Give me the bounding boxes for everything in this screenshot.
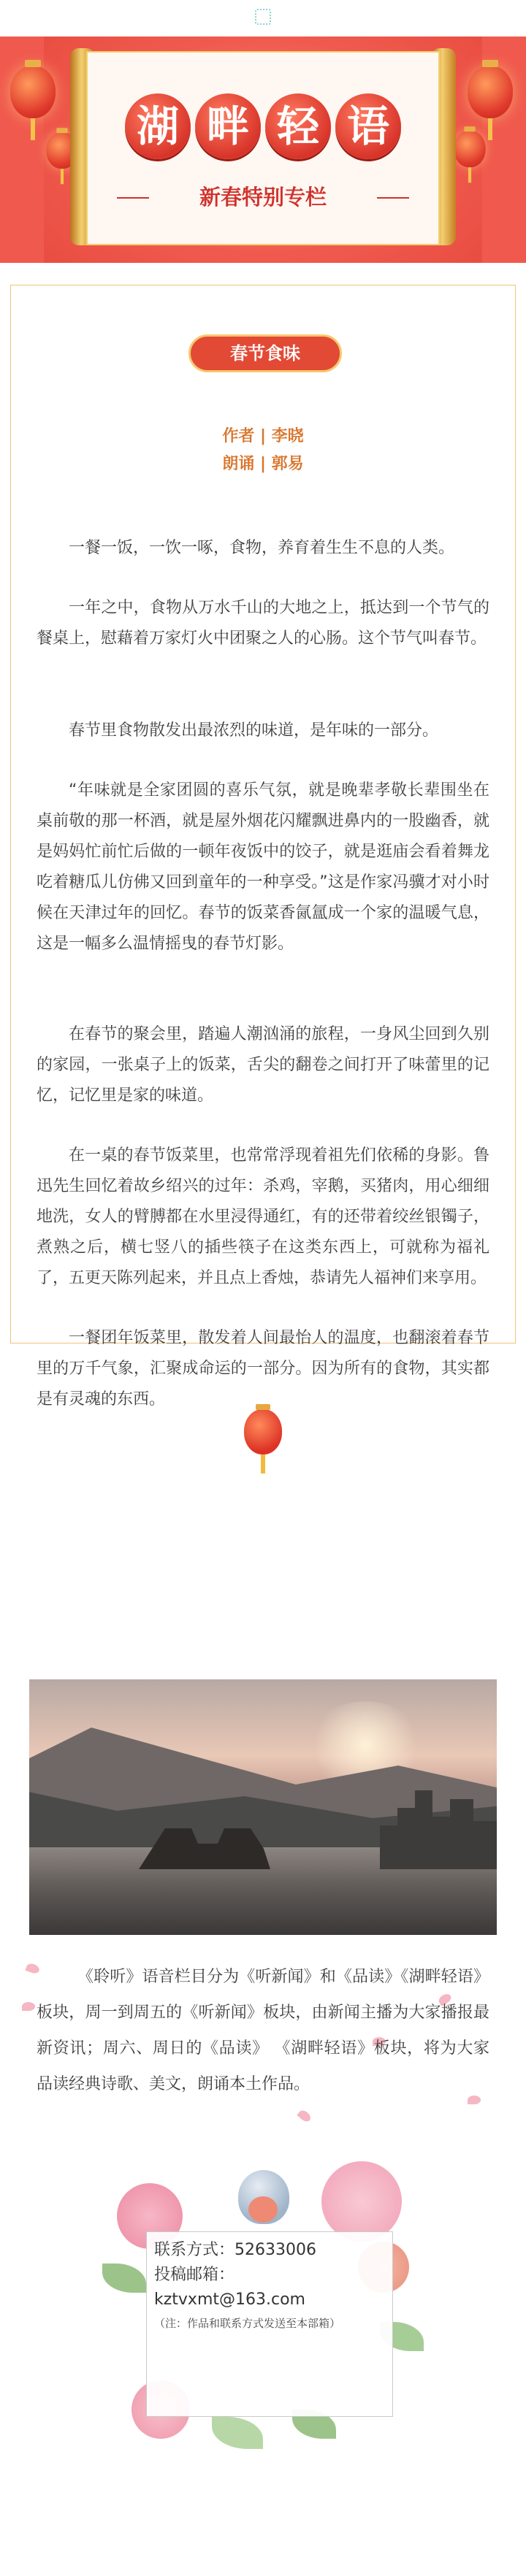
lantern-icon [468, 66, 513, 118]
section-badge: 春节食味 [188, 334, 342, 372]
divider [117, 197, 149, 199]
top-logo-icon [255, 9, 271, 25]
lake-photo [29, 1679, 497, 1935]
banner-subtitle: 新春特别专栏 [199, 185, 327, 210]
contact-email[interactable]: kztvxmt@163.com [154, 2291, 305, 2309]
leaf-icon [102, 2263, 146, 2293]
title-char: 畔 [195, 93, 261, 159]
petal-icon [22, 2002, 35, 2011]
contact-email-label: 投稿邮箱： [154, 2266, 235, 2284]
flower-icon [321, 2161, 402, 2242]
contact-phone: 联系方式：52633006 [154, 2241, 316, 2259]
author-credit: 作者 | 李晓 [222, 427, 304, 445]
article-paragraph: 一餐团年饭菜里，散发着人间最怡人的温度，也翻滚着春节里的万千气象，汇聚成命运的一部分。因为所有的食物，其实都是有灵魂的东西。 [37, 1329, 489, 1408]
petal-icon [297, 2109, 313, 2124]
lantern-icon [10, 66, 56, 118]
article-paragraph: 在春节的聚会里，踏遍人潮汹涌的旅程，一身风尘回到久别的家园，一张桌子上的饭菜，舌尖的翻卷之间打开了味蕾里的记忆，记忆里是家的味道。 [37, 1025, 489, 1105]
title-char: 语 [335, 93, 401, 159]
contact-card [146, 2231, 393, 2417]
divider [377, 197, 409, 199]
article-paragraph: 一年之中，食物从万水千山的大地之上，抵达到一个节气的餐桌上，慰藉着万家灯火中团聚之人的心肠。这个节气叫春节。 [37, 599, 489, 648]
contact-note: （注：作品和联系方式发送至本部箱） [154, 2317, 341, 2330]
reader-credit: 朗诵 | 郭易 [222, 455, 304, 473]
article-paragraph: 一餐一饭，一饮一啄，食物，养育着生生不息的人类。 [69, 539, 455, 557]
article-paragraph: 在一桌的春节饭菜里，也常常浮现着祖先们依稀的身影。鲁迅先生回忆着故乡绍兴的过年：杀鸡，宰鹅，买猪肉，用心细细地洗，女人的臂膊都在水里浸得通红，有的还带着绞丝银镯子，煮熟之后，横七竖八的插些筷子在这类东西上，可就称为福礼了，五更天陈列起来，并且点上香烛，恭请先人福神们来享用。 [37, 1146, 489, 1287]
article-paragraph: 春节里食物散发出最浓烈的味道，是年味的一部分。 [69, 721, 439, 740]
title-char: 轻 [265, 93, 331, 159]
article-paragraph: “年味就是全家团圆的喜乐气氛，就是晚辈孝敬长辈围坐在桌前敬的那一杯酒，就是屋外烟花闪耀飘进鼻内的一股幽香，就是妈妈忙前忙后做的一顿年夜饭中的饺子，就是逛庙会看着舞龙吃着糖瓜儿仿佛又回到童年的一种享受。”这是作家冯骥才对小时候在天津过年的回忆。春节的饭菜香氤氲成一个家的温暖气息，这是一幅多么温情摇曳的春节灯影。 [37, 781, 489, 953]
column-intro: 《聆听》语音栏目分为《听新闻》和《品读》《湖畔轻语》板块，周一到周五的《听新闻》板块，由新闻主播为大家播报最新资讯；周六、周日的《品读》 《湖畔轻语》板块，将为大家品读经典诗歌、美文，朗诵本土作品。 [37, 1968, 489, 2093]
lantern-icon [244, 1409, 282, 1454]
leaf-icon [212, 2417, 263, 2449]
banner-title [124, 93, 402, 181]
title-char: 湖 [125, 93, 191, 159]
lantern-icon [454, 131, 485, 167]
